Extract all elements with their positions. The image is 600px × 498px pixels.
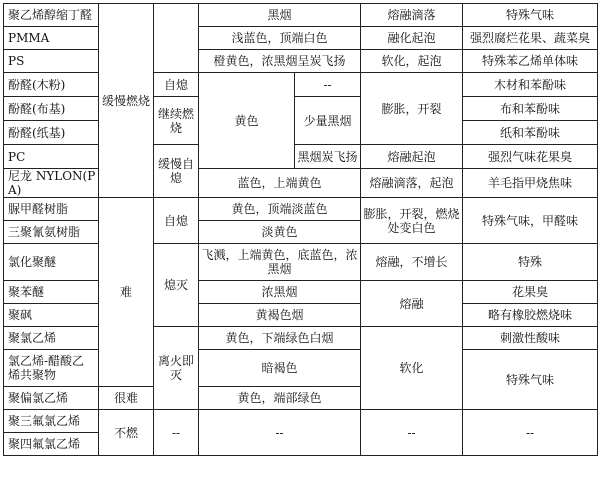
material-cell: 酚醛(木粉) xyxy=(4,73,99,97)
combustion-difficulty-cell: 难 xyxy=(99,198,154,387)
material-cell: 聚乙烯醇缩丁醛 xyxy=(4,4,99,27)
odor-cell: 花果臭 xyxy=(463,281,598,304)
material-cell: 脲甲醛树脂 xyxy=(4,198,99,221)
surface-cell: -- xyxy=(361,410,463,456)
odor-cell: 强烈气味花果臭 xyxy=(463,145,598,169)
surface-cell: 熔融滴落 xyxy=(361,4,463,27)
odor-cell: 特殊气味 xyxy=(463,350,598,410)
flame-cell: 飞溅，上端黄色，底蓝色，浓黑烟 xyxy=(199,244,361,281)
material-cell: 三聚氰氨树脂 xyxy=(4,221,99,244)
combustion-difficulty-cell: 很难 xyxy=(99,387,154,410)
material-cell: 聚偏氯乙烯 xyxy=(4,387,99,410)
surface-cell: 膨胀，开裂，燃烧处变白色 xyxy=(361,198,463,244)
material-cell: PC xyxy=(4,145,99,169)
after-fire-cell xyxy=(154,4,199,73)
after-fire-cell: 离火即灭 xyxy=(154,327,199,410)
flame-sub-cell: 少量黑烟 xyxy=(295,97,361,145)
flame-cell: 淡黄色 xyxy=(199,221,361,244)
flame-cell: -- xyxy=(199,410,361,456)
odor-cell: 特殊 xyxy=(463,244,598,281)
surface-cell: 软化 xyxy=(361,327,463,410)
plastic-burning-table xyxy=(3,3,598,456)
flame-color-cell: 黄色 xyxy=(199,73,295,169)
material-cell: PS xyxy=(4,50,99,73)
flame-cell: 橙黄色，浓黑烟呈炭飞扬 xyxy=(199,50,361,73)
flame-cell: 暗褐色 xyxy=(199,350,361,387)
flame-cell: 浓黑烟 xyxy=(199,281,361,304)
after-fire-cell: 熄灭 xyxy=(154,244,199,327)
odor-cell: 特殊气味 xyxy=(463,4,598,27)
odor-cell: 特殊气味，甲醛味 xyxy=(463,198,598,244)
surface-cell: 熔融 xyxy=(361,281,463,327)
material-cell: 酚醛(纸基) xyxy=(4,121,99,145)
flame-cell: 黑烟 xyxy=(199,4,361,27)
surface-cell: 熔融，不增长 xyxy=(361,244,463,281)
material-cell: 聚四氟氯乙烯 xyxy=(4,433,99,456)
surface-cell: 膨胀，开裂 xyxy=(361,73,463,145)
material-cell: 聚氯乙烯 xyxy=(4,327,99,350)
odor-cell: 特殊苯乙烯单体味 xyxy=(463,50,598,73)
material-cell: 尼龙 NYLON(PA) xyxy=(4,169,99,198)
flame-cell: 黄褐色烟 xyxy=(199,304,361,327)
flame-sub-cell: -- xyxy=(295,73,361,97)
material-cell: 酚醛(布基) xyxy=(4,97,99,121)
after-fire-cell: 继续燃烧 xyxy=(154,97,199,145)
odor-cell: 布和苯酚味 xyxy=(463,97,598,121)
surface-cell: 熔融滴落，起泡 xyxy=(361,169,463,198)
flame-sub-cell: 黑烟炭飞扬 xyxy=(295,145,361,169)
flame-cell: 黄色，端部绿色 xyxy=(199,387,361,410)
material-cell: 聚苯醚 xyxy=(4,281,99,304)
flame-cell: 蓝色，上端黄色 xyxy=(199,169,361,198)
after-fire-cell: 缓慢自熄 xyxy=(154,145,199,198)
odor-cell: 强烈腐烂花果、蔬菜臭 xyxy=(463,27,598,50)
surface-cell: 软化，起泡 xyxy=(361,50,463,73)
material-cell: PMMA xyxy=(4,27,99,50)
combustion-difficulty-cell: 缓慢燃烧 xyxy=(99,4,154,198)
flame-cell: 黄色，顶端淡蓝色 xyxy=(199,198,361,221)
material-cell: 聚砜 xyxy=(4,304,99,327)
odor-cell: 略有橡胶燃烧味 xyxy=(463,304,598,327)
after-fire-cell: -- xyxy=(154,410,199,456)
material-cell: 聚三氟氯乙烯 xyxy=(4,410,99,433)
odor-cell: 木材和苯酚味 xyxy=(463,73,598,97)
material-cell: 氯乙烯-醋酸乙烯共聚物 xyxy=(4,350,99,387)
material-cell: 氯化聚醚 xyxy=(4,244,99,281)
surface-cell: 熔融起泡 xyxy=(361,145,463,169)
combustion-difficulty-cell: 不燃 xyxy=(99,410,154,456)
odor-cell: 羊毛指甲烧焦味 xyxy=(463,169,598,198)
flame-cell: 黄色，下端绿色白烟 xyxy=(199,327,361,350)
flame-cell: 浅蓝色，顶端白色 xyxy=(199,27,361,50)
after-fire-cell: 自熄 xyxy=(154,198,199,244)
surface-cell: 融化起泡 xyxy=(361,27,463,50)
odor-cell: 纸和苯酚味 xyxy=(463,121,598,145)
odor-cell: -- xyxy=(463,410,598,456)
odor-cell: 刺激性酸味 xyxy=(463,327,598,350)
after-fire-cell: 自熄 xyxy=(154,73,199,97)
